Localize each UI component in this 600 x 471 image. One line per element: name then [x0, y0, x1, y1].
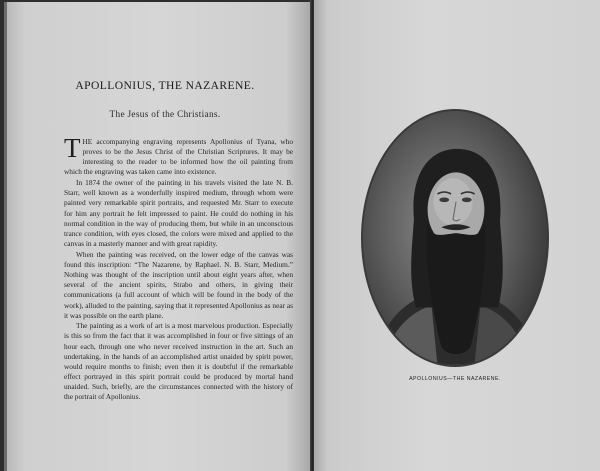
- paragraph-4: The painting as a work of art is a most marvelous production. Especially is this so from the fact that it was accomplished in four or five sittings of an hour each, through one who never received instruction in the art. Such an undertaking, in the hands of an accomplished artist unaided by spirit power, would require months to finish; even then it is doubtful if the remarkable effect portrayed in this spirit portrait could be produced by mortal hand unaided. Such, briefly, are the circumstances connected with the history of the portrait of Apollonius.: [64, 321, 293, 402]
- portrait-caption: APOLLONIUS—THE NAZARENE.: [409, 376, 501, 382]
- portrait-illustration: [363, 111, 547, 365]
- paragraph-1-text: HE accompanying engraving represents Apollonius of Tyana, who proves to be the Jesus Christ of the Christian Scriptures. It may be interesting to the reader to be informed how the oil painting from which the engraving was taken came into existence.: [64, 137, 293, 177]
- paragraph-3: When the painting was received, on the lower edge of the canvas was found this inscription: “The Nazarene, by Raphael. N. B. Starr, Medium.” Nothing was thought of the inscription until about eight years after, when several of the ancient spirits, Strabo and others, in giving their communications (a full account of which will be found in the body of the work), alluded to the painting, saying that it represented Apollonius as near as it was possible on the earth plane.: [64, 249, 293, 320]
- portrait-engraving: [361, 109, 549, 367]
- paragraph-2: In 1874 the owner of the painting in his travels visited the late N. B. Starr, well known as a wonderfully inspired medium, through whom were painted very remarkable spirit portraits, and requested Mr. Starr to execute for him any portrait he felt impressed to paint. He could do nothing in his normal condition in the way of producing them, but while in an unconscious trance condition, with eyes closed, the colors were mixed and applied to the canvas in a masterly manner and with great rapidity.: [64, 178, 293, 249]
- chapter-title: APOLLONIUS, THE NAZARENE.: [75, 79, 255, 92]
- drop-cap: T: [64, 133, 81, 163]
- chapter-subtitle: The Jesus of the Christians.: [109, 110, 221, 120]
- paragraph-1: [64, 133, 293, 178]
- body-text: [64, 133, 293, 403]
